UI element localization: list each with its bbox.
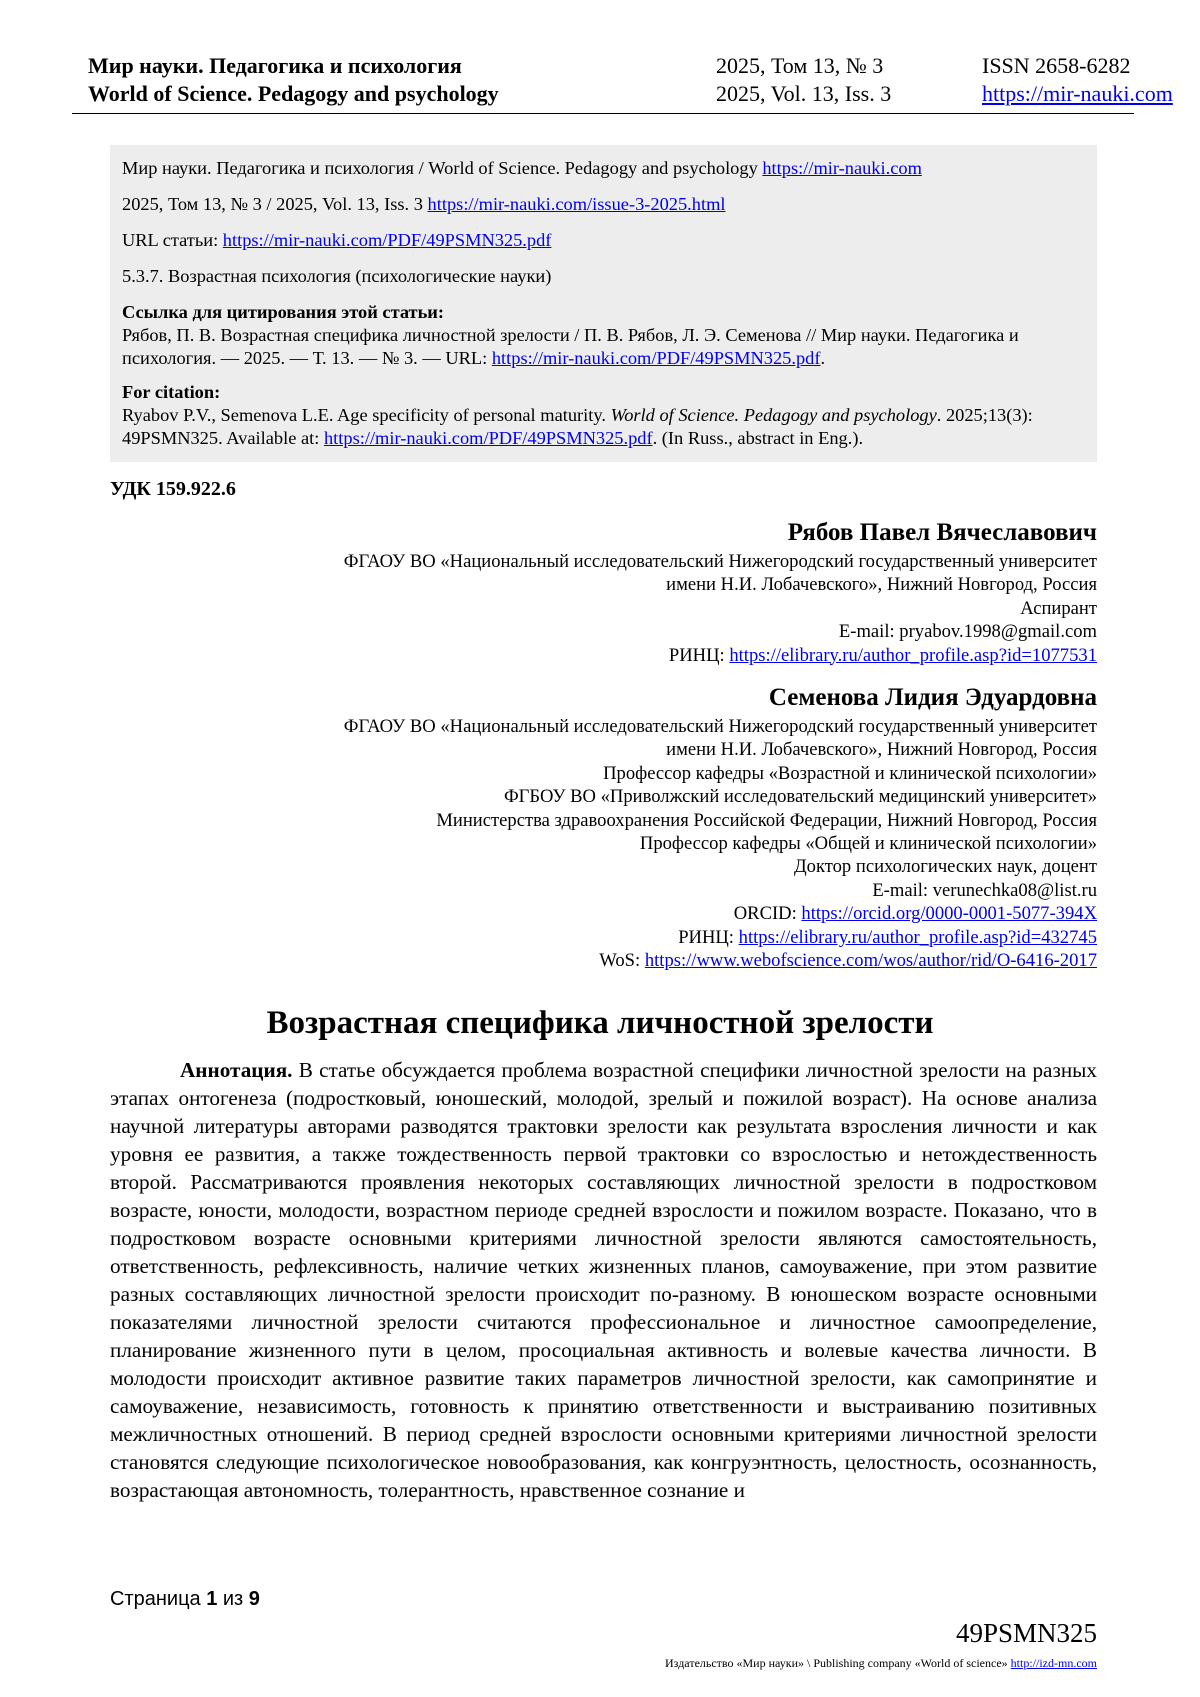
author2-affil-3: ФГБОУ ВО «Приволжский исследовательский медицинский университет» — [503, 786, 1097, 808]
author2-position-2: Профессор кафедры «Общей и клинической психологии» — [639, 833, 1097, 855]
citation-en-journal: World of Science. Pedagogy and psychology — [610, 405, 937, 425]
author1-name: Рябов Павел Вячеславович — [787, 519, 1097, 546]
author2-orcid-label: ORCID: — [733, 903, 802, 925]
page-word: Страница — [110, 1588, 207, 1610]
info-issue-text: 2025, Том 13, № 3 / 2025, Vol. 13, Iss. 3 — [122, 194, 428, 214]
publisher-text: Издательство «Мир науки» \ Publishing company «World of science» — [665, 1656, 1011, 1670]
author2-rinc — [107, 926, 1097, 949]
journal-title-en: World of Science. Pedagogy and psychology — [88, 81, 499, 106]
citation-en-label: For citation: — [122, 382, 221, 402]
udk-code: УДК 159.922.6 — [110, 478, 236, 500]
author2-position-1: Профессор кафедры «Возрастной и клинической психологии» — [603, 762, 1097, 784]
info-journal-link[interactable]: https://mir-nauki.com — [762, 158, 922, 178]
author1-email: E-mail: pryabov.1998@gmail.com — [838, 621, 1097, 643]
author2-rinc-label: РИНЦ: — [678, 926, 739, 948]
author2-wos-link[interactable]: https://www.webofscience.com/wos/author/rid/O-6416-2017 — [644, 950, 1097, 972]
author2-affil-2: имени Н.И. Лобачевского», Нижний Новгород, Россия — [666, 739, 1097, 761]
issn: ISSN 2658-6282 — [982, 53, 1131, 78]
authors-block — [107, 516, 1097, 973]
info-issue-line — [122, 193, 1085, 216]
info-url-label: URL статьи: — [122, 230, 223, 250]
info-url-line — [122, 229, 1085, 252]
author2-degree: Доктор психологических наук, доцент — [793, 856, 1097, 878]
page-of-word: из — [217, 1588, 249, 1610]
author1-rinc-label: РИНЦ: — [668, 644, 730, 666]
journal-title-block — [88, 52, 499, 108]
journal-header — [72, 52, 1173, 114]
info-journal-line — [122, 157, 1085, 180]
info-issue-link[interactable]: https://mir-nauki.com/issue-3-2025.html — [427, 194, 726, 214]
page-number: 1 — [206, 1588, 218, 1610]
citation-en-end: . (In Russ., abstract in Eng.). — [652, 428, 864, 448]
author2-rinc-link[interactable]: https://elibrary.ru/author_profile.asp?id=432745 — [738, 926, 1097, 948]
abstract-label: Аннотация. — [180, 1058, 293, 1082]
publisher-link[interactable]: http://izd-mn.com — [1010, 1656, 1097, 1670]
citation-en — [122, 381, 1085, 450]
author2-affil-4: Министерства здравоохранения Российской Федерации, Нижний Новгород, Россия — [436, 809, 1097, 831]
author2-wos-label: WoS: — [599, 950, 645, 972]
author2-wos — [107, 949, 1097, 972]
author2-affil-1: ФГАОУ ВО «Национальный исследовательский Нижегородский государственный университет — [343, 716, 1097, 738]
publisher-line — [665, 1656, 1097, 1671]
author2-orcid — [107, 902, 1097, 925]
issue-en: 2025, Vol. 13, Iss. 3 — [716, 81, 892, 106]
author1-rinc-link[interactable]: https://elibrary.ru/author_profile.asp?id=1077531 — [729, 644, 1097, 666]
citation-ru — [122, 301, 1085, 370]
author1-affil-1: ФГАОУ ВО «Национальный исследовательский Нижегородский государственный университет — [343, 551, 1097, 572]
author2-email: E-mail: verunechka08@list.ru — [872, 879, 1097, 901]
issn-block — [982, 52, 1173, 108]
citation-ru-link[interactable]: https://mir-nauki.com/PDF/49PSMN325.pdf — [491, 348, 821, 368]
author2-orcid-link[interactable]: https://orcid.org/0000-0001-5077-394X — [801, 903, 1097, 925]
abstract — [110, 1056, 1097, 1504]
issue-ru: 2025, Том 13, № 3 — [716, 53, 884, 78]
author2-name: Семенова Лидия Эдуардовна — [768, 684, 1097, 712]
info-specialty: 5.3.7. Возрастная психология (психологические науки) — [122, 266, 552, 286]
journal-site-link[interactable]: https://mir-nauki.com — [982, 81, 1173, 106]
page-total: 9 — [248, 1588, 260, 1610]
author1-rinc — [107, 644, 1097, 667]
citation-ru-end: . — [820, 348, 826, 368]
article-code: 49PSMN325 — [955, 1618, 1097, 1648]
info-url-link[interactable]: https://mir-nauki.com/PDF/49PSMN325.pdf — [222, 230, 552, 250]
citation-en-link[interactable]: https://mir-nauki.com/PDF/49PSMN325.pdf — [323, 428, 653, 448]
author1-affil-2: имени Н.И. Лобачевского», Нижний Новгород, Россия — [666, 574, 1097, 596]
abstract-text: В статье обсуждается проблема возрастной специфики личностной зрелости на разных этапах онтогенеза (подростковый, юношеский, молодой, зрелый и пожилой возраст). На основе анализа научной литературы авторами разводятся трактовки зрелости как результата взросления личности и как уровня ее развития, а также тождественность первой трактовки со взрослостью и нетождественность второй. Рассматриваются проявления некоторых составляющих личностной зрелости в подростковом возрасте, юности, молодости, возрастном периоде средней взрослости и пожилом возрасте. Показано, что в подростковом возрасте основными критериями личностной зрелости являются самостоятельность, ответственность, рефлексивность, наличие четких жизненных планов, самоуважение, при этом развитие разных составляющих личностной зрелости происходит по-разному. В юношеском возрасте основными показателями личностной зрелости считаются профессиональное и личностное самоопределение, планирование жизненного пути в целом, просоциальная активность и волевые качества личности. В молодости происходит активное развитие таких параметров личностной зрелости, как самопринятие и самоуважение, независимость, готовность к принятию ответственности и выстраиванию позитивных межличностных отношений. В период средней взрослости основными критериями личностной зрелости становятся следующие психологическое новообразования, как конгруэнтность, целостность, осознанность, возрастающая автономность, толерантность, нравственное сознание и — [110, 1058, 1097, 1502]
article-info-box — [110, 145, 1097, 462]
journal-title-ru: Мир науки. Педагогика и психология — [88, 53, 462, 78]
author1-position: Аспирант — [1020, 597, 1097, 619]
article-title: Возрастная специфика личностной зрелости — [266, 1005, 934, 1041]
issue-block — [716, 52, 891, 108]
citation-en-text: Ryabov P.V., Semenova L.E. Age specificity of personal maturity. — [122, 405, 611, 425]
citation-en-text2: . 2025;13(3): 49PSMN325. Available at: — [122, 405, 1033, 448]
citation-ru-label: Ссылка для цитирования этой статьи: — [122, 302, 445, 322]
page-counter — [110, 1588, 260, 1611]
info-journal-text: Мир науки. Педагогика и психология / World of Science. Pedagogy and psychology — [122, 158, 763, 178]
citation-ru-text: Рябов, П. В. Возрастная специфика личностной зрелости / П. В. Рябов, Л. Э. Семенова // Мир науки. Педагогика и психология. — 2025. — Т. 13. — № 3. — URL: — [122, 325, 1019, 368]
